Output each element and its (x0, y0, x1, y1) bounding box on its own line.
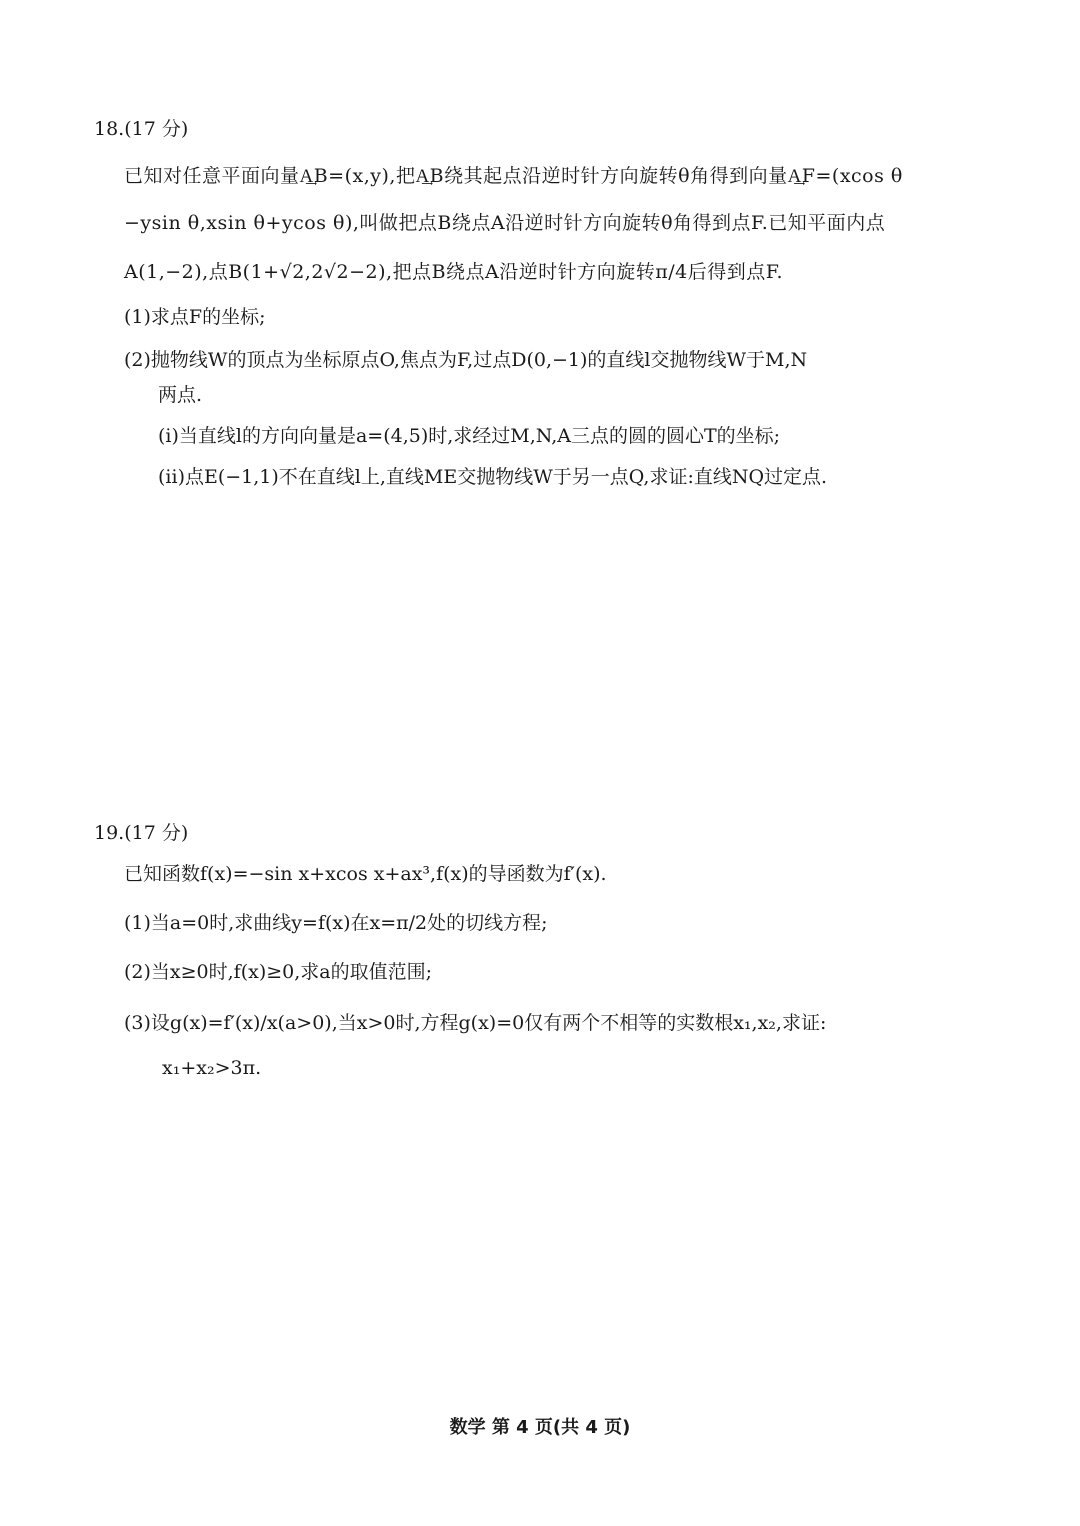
question-18-number: 18.(17 分) (94, 118, 189, 140)
q18-part-1: (1)求点F的坐标; (124, 306, 266, 328)
page-footer: 数学 第 4 页(共 4 页) (449, 1417, 631, 1438)
question-18-parts (124, 302, 1000, 489)
q18-part-2-ii: (ii)点E(−1,1)不在直线l上,直线ME交抛物线W于另一点Q,求证:直线NQ过定点. (158, 466, 828, 488)
question-19-body (124, 859, 1000, 1079)
q19-part-2: (2)当x≥0时,f(x)≥0,求a的取值范围; (124, 961, 433, 983)
q18-stem-line-1: 已知对任意平面向量A͢B=(x,y),把A͢B绕其起点沿逆时针方向旋转θ角得到向量A͢F=(xcos θ (124, 165, 903, 187)
q18-part-2-line-1: (2)抛物线W的顶点为坐标原点O,焦点为F,过点D(0,−1)的直线l交抛物线W于M,N (124, 349, 808, 371)
question-19 (94, 818, 1000, 1079)
q19-part-3-line-1: (3)设g(x)=f′(x)/x(a>0),当x>0时,方程g(x)=0仅有两个不相等的实数根x₁,x₂,求证: (124, 1012, 827, 1034)
question-19-number: 19.(17 分) (94, 822, 189, 844)
question-18-stem (124, 161, 1000, 284)
q19-part-3-line-2: x₁+x₂>3π. (162, 1057, 262, 1079)
q19-part-1: (1)当a=0时,求曲线y=f(x)在x=π/2处的切线方程; (124, 912, 548, 934)
question-18 (94, 114, 1000, 489)
q18-stem-line-2: −ysin θ,xsin θ+ycos θ),叫做把点B绕点A沿逆时针方向旋转θ角得到点F.已知平面内点 (124, 212, 886, 234)
q19-intro: 已知函数f(x)=−sin x+xcos x+ax³,f(x)的导函数为f′(x). (124, 863, 607, 885)
q18-part-2-line-2: 两点. (158, 384, 203, 406)
q18-part-2-i: (i)当直线l的方向向量是a=(4,5)时,求经过M,N,A三点的圆的圆心T的坐标; (158, 425, 781, 447)
q18-stem-line-3: A(1,−2),点B(1+√2,2√2−2),把点B绕点A沿逆时针方向旋转π/4后得到点F. (124, 261, 784, 283)
